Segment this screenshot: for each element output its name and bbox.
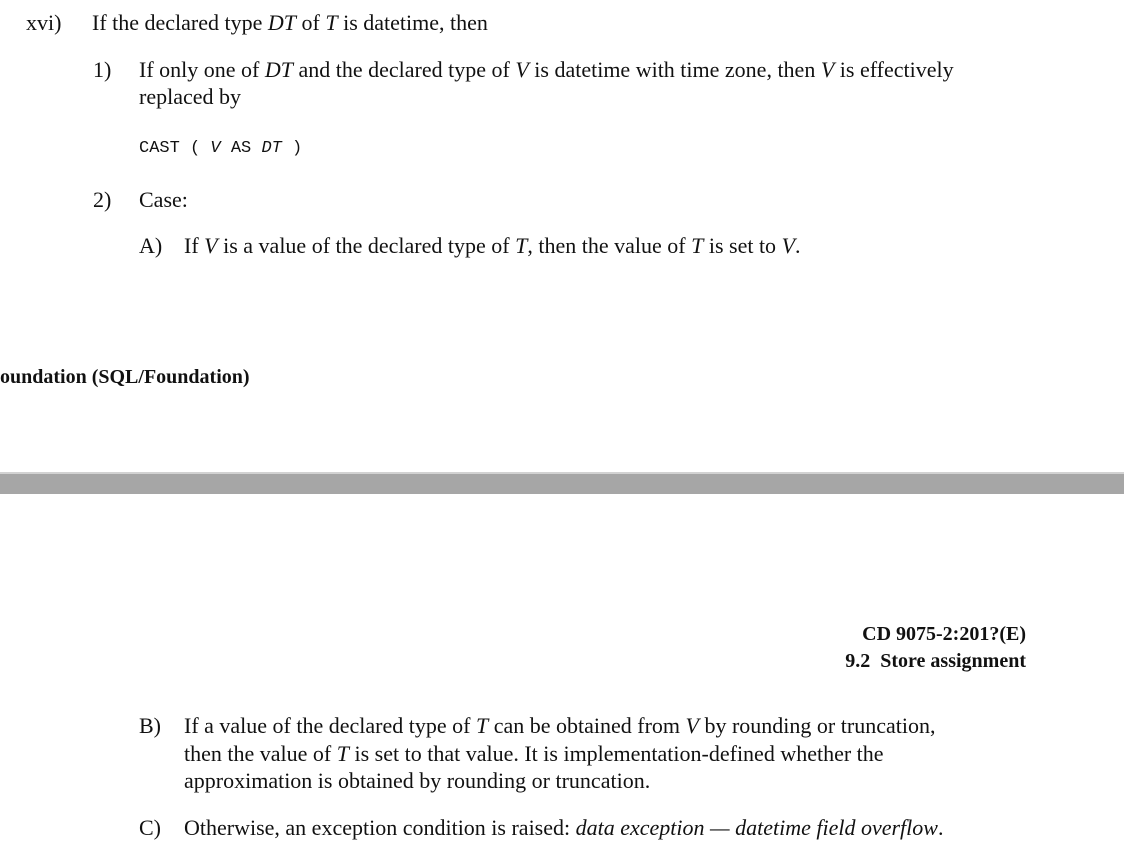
- page-footer: oundation (SQL/Foundation): [0, 366, 250, 388]
- item-C: C) Otherwise, an exception condition is raised: data exception — datetime field overflow.: [139, 815, 944, 840]
- item-B: B) If a value of the declared type of T can be obtained from V by rounding or truncation,: [139, 713, 936, 738]
- exception-subclass: datetime field overflow: [735, 815, 938, 840]
- code-cast: CAST ( V AS DT ): [139, 139, 303, 158]
- item-B-label: B): [139, 713, 161, 738]
- exception-class: data exception: [575, 815, 705, 840]
- item-2-label: 2): [93, 187, 112, 212]
- item-B-line3: approximation is obtained by rounding or truncation.: [184, 768, 651, 793]
- item-A: A) If V is a value of the declared type of T, then the value of T is set to V.: [139, 233, 801, 258]
- item-1: 1) If only one of DT and the declared type of V is datetime with time zone, then V is effectively: [93, 57, 954, 82]
- item-xvi: xvi) If the declared type DT of T is datetime, then: [26, 10, 488, 35]
- page-separator: [0, 472, 1124, 494]
- item-B-line2: then the value of T is set to that value. It is implementation-defined whether the: [184, 741, 884, 766]
- item-A-label: A): [139, 233, 163, 258]
- item-C-label: C): [139, 815, 161, 840]
- item-2: 2) Case:: [93, 187, 188, 212]
- page-header-doc: CD 9075-2:201?(E): [862, 623, 1026, 645]
- section-number: 9.2: [845, 650, 871, 672]
- item-1-label: 1): [93, 57, 112, 82]
- page-header-section: [845, 648, 1026, 675]
- item-xvi-label: xvi): [26, 10, 62, 35]
- section-title: Store assignment: [880, 650, 1026, 672]
- item-1-line2: replaced by: [139, 84, 241, 109]
